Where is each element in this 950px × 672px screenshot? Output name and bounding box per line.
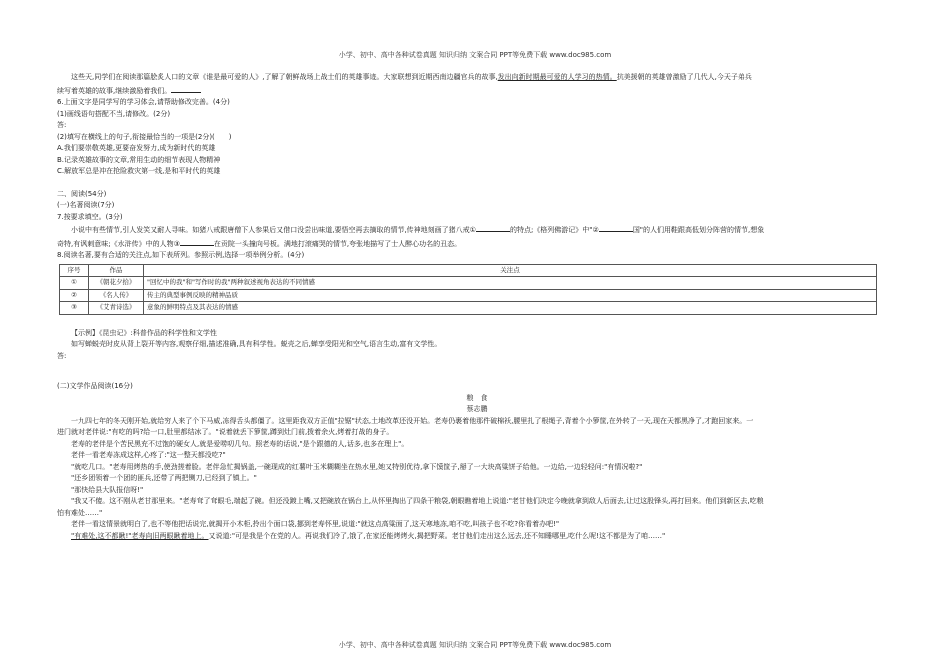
blank-1[interactable] [476,223,510,232]
table-cell: 《名人传》 [89,289,144,302]
table-header: 关注点 [144,264,877,277]
story-title: 粮 食 [466,393,488,402]
table-cell: "回忆中的我"和"写作时的我"两种叙述视角表达的不同情感 [144,277,877,290]
story-paragraph: "那快给县大队报信呀!" [71,485,144,494]
underlined-sentence: 发出向新时期最可爱的人学习的热情。 [497,73,617,81]
table-header-row [60,264,877,277]
blank-3[interactable] [180,237,214,246]
table-row [60,289,877,302]
page-footer: 小学、初中、高中各种试卷真题 知识归纳 文案合同 PPT等免费下载 www.doc985.com [338,641,612,649]
story-paragraph: 一九四七年的冬天刚开始,就给穷人来了个下马威,冻得舌头都僵了。这里距我双方正值"拉锯"状态,土地改革还没开始。老寿仍裹着他那件破棉袄,腰里扎了根绳子,背着个小箩筐,在外转了一天,现在天都黑净了,才跑回家来。一 [71,416,754,425]
q7-text-b: 的特点;《格列佛游记》中"② [509,226,599,234]
table-cell: 《艾青诗选》 [89,302,144,315]
q6-sub2: (2)填写在横线上的句子,衔接最恰当的一项是(2分)( ) [57,132,232,141]
blank-2[interactable] [599,223,633,232]
q7-text-e: 在贡院一头撞向号板。满地打滚痛哭的情节,夸张地描写了士人醉心功名的丑态。 [213,239,462,248]
table-cell: 意象的鲜明特点及其表达的情感 [144,302,877,315]
q6-answer-label: 答: [57,121,67,129]
table-cell: ② [60,289,89,302]
q6-option-a: A.我们要崇敬英雄,更要奋发努力,成为新时代的英雄 [57,144,216,152]
focus-table [59,264,877,315]
q7-text-d: 奇特,有讽刺意味;《水浒传》中的人物③ [57,239,180,248]
q7-title: 7.按要求填空。(3分) [57,212,123,221]
table-header: 作品 [89,264,144,277]
document-body [57,72,897,542]
section-2-title: 二、阅读(54分) [57,189,107,198]
answer-blank[interactable] [171,84,201,93]
story-paragraph-cont: 怕有难处……" [57,508,103,517]
intro-text: 这些天,同学们在阅读那篇脍炙人口的文章《谁是最可爱的人》,了解了朝鲜战场上战士们的英雄事迹。大家联想到近期西南边疆官兵的故事, [71,73,498,81]
page-header: 小学、初中、高中各种试卷真题 知识归纳 文案合同 PPT等免费下载 www.doc985.com [338,51,612,59]
table-cell: 《朝花夕拾》 [89,277,144,290]
intro-text-end: 续写着英雄的故事,继续激励着我们。 [57,86,172,95]
story-paragraph-cont: 进门就对老伴说:"有吃的吗?给一口,肚里都结冰了。"说着就丢下箩筐,蹲到灶门前,拨着余火,烤着打战的身子。 [57,428,394,436]
q7-line-1 [57,223,897,237]
story-text: 又说道:"可是我是个在党的人。再说我们冷了,饿了,在家还能烤烤火,揭把野菜。老甘他们走出这么远去,还不知睡哪里,吃什么呢!这不都是为了咱……" [208,531,666,540]
q7-line-2 [57,237,897,251]
story-paragraph: "还乡团领着一个团的匪兵,还带了两把铡刀,已经到了镇上。" [71,474,257,482]
example-text: 如写蝉蜕壳时皮从背上裂开等内容,观察仔细,描述准确,具有科学性。蜕壳之后,蝉享受阳光和空气,语言生动,富有文学性。 [71,340,442,348]
intro-line-1 [57,72,897,84]
q6-option-c: C.解放军总是冲在抢险救灾第一线,是和平时代的英雄 [57,167,221,175]
example-title: 【示例】《昆虫记》:科普作品的科学性和文学性 [71,328,217,337]
underlined-sentence: "有难处,这不都瞅!"老寿向旧两眼瞅着地上。 [71,531,209,540]
story-paragraph: "就吃几口。"老寿用烤热的手,使劲搓着脸。老伴急忙揭锅盖,一碗现成的红薯叶玉米糊糊坐在热水里,她又特别优待,拿下馍筐子,掰了一大块高粱饼子给他。一边给,一边轻轻问:"有情况啦?" [71,462,643,471]
table-header: 序号 [60,264,89,277]
q8-title: 8.阅读名著,要有合适的关注点,如下表所列。参照示例,选择一项举例分析。(4分) [57,251,305,259]
story-paragraph: 老伴一看老寿冻成这样,心疼了:"这一整天都没吃?" [71,451,226,459]
story-paragraph: 老伴一看这情景就明白了,也不等他把话说完,就揭开小木柜,拎出个面口袋,挪到老寿怀里,说道:"就这点高粱面了,这天寒地冻,咱不吃,叫孩子也不吃?你看着办吧!" [71,520,560,528]
table-cell: ① [60,277,89,290]
intro-line-2 [57,84,897,98]
story-paragraph: "我又不傻。这不刚从老甘那里来。"老寿耷了耷眼毛,端起了碗。但还没踱上嘴,又把碗放在锅台上,从怀里掏出了四条干粮袋,朝眼瞧着地上说道:"老甘他们决定今晚就拿到敌人后面去,让过这股锋头,再打回来。他们到新区去,吃粮 [71,497,764,505]
table-row [60,277,877,290]
table-cell: ③ [60,302,89,315]
q7-text-c: 国"的人们用鞋跟高低划分阵营的情节,想象 [632,226,765,234]
section-2-sub: (一)名著阅读(7分) [57,201,115,209]
section-3-title: (二)文学作品阅读(16分) [57,382,133,390]
example-answer-label: 答: [57,351,67,360]
q6-sub1: (1)画线语句搭配不当,请修改。(2分) [57,109,171,118]
q6-option-b: B.记录英雄故事的文章,常用生动的细节表现人物精神 [57,155,221,164]
q7-text-a: 小说中有些情节,引人发笑又耐人寻味。如猪八戒跟唐僧下人参果后又借口没尝出味道,要悟空再去摘取的情节,传神地刻画了猪八戒① [71,226,476,234]
story-paragraph: 老寿的老伴是个苦民黑充不过饱的硬女人,就是爱唠叨几句。照老寿的话说,"是个跟德的人,话多,也多在理上"。 [71,439,409,448]
q6-title: 6.上面文字是同学写的学习体会,请帮助修改完善。(4分) [57,98,230,106]
intro-text-cont: 抗美援朝的英雄曾激励了几代人,今天子弟兵 [616,73,752,81]
table-cell: 传主的典型事例反映的精神品质 [144,289,877,302]
story-author: 蔡志鹏 [466,405,488,413]
story-paragraph [57,531,897,543]
table-row [60,302,877,315]
